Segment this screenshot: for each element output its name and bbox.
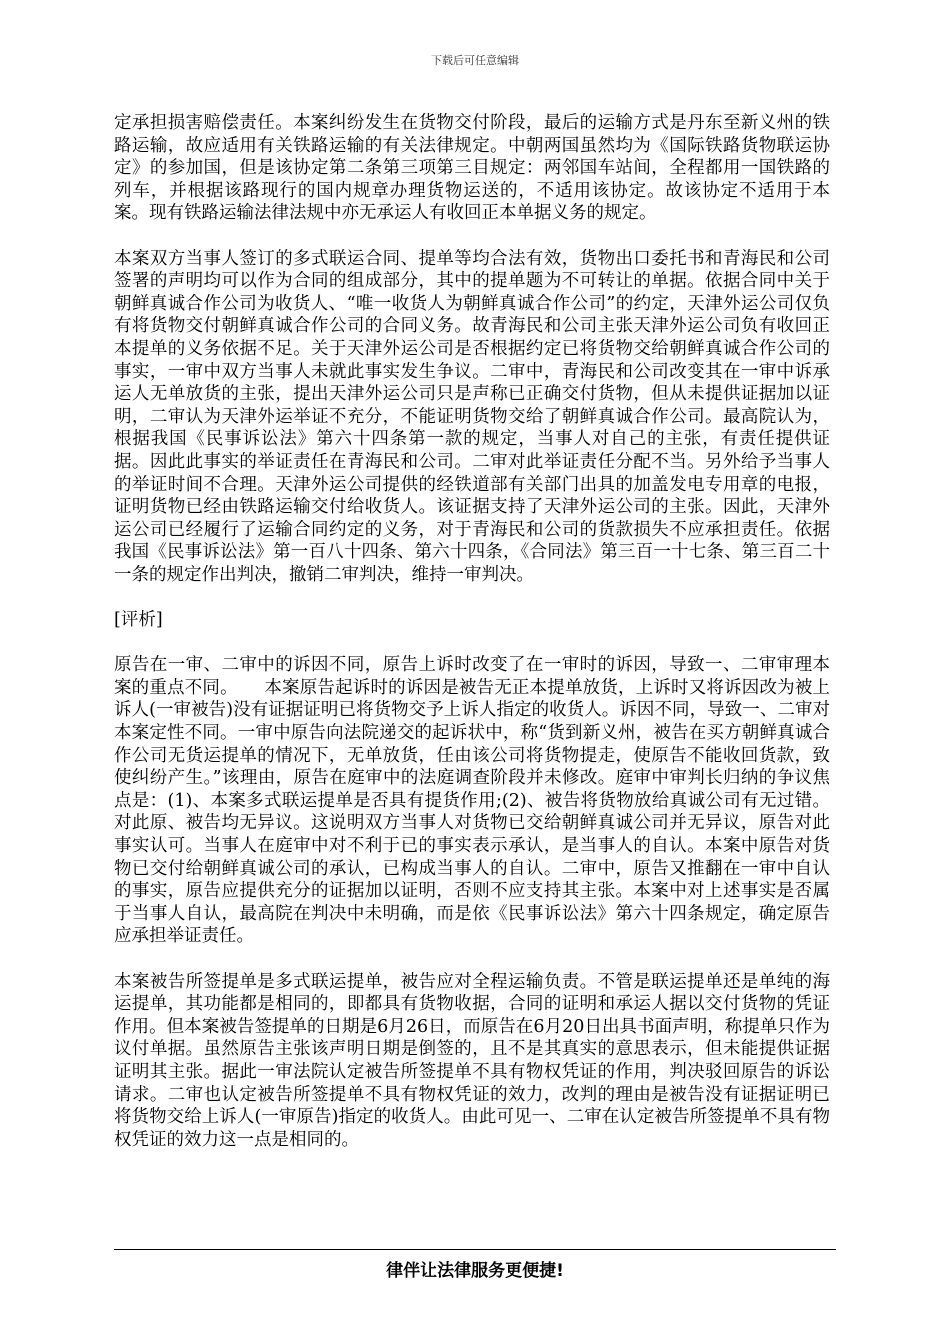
section-heading-commentary: [评析] [114, 610, 163, 631]
paragraph-bill-of-lading: 本案被告所签提单是多式联运提单，被告应对全程运输负责。不管是联运提单还是单纯的海运提单，其功能都是相同的，即都具有货物收据，合同的证明和承运人据以交付货物的凭证作用。但本案被告签提单的日期是6月26日，而原告在6月20日出具书面声明，称提单只作为议付单据。虽然原告主张该声明日期是倒签的，且不是其真实的意思表示，但未能提供证据证明其主张。据此一审法院认定被告所签提单不具有物权凭证的作用，判决驳回原告的诉讼请求。二审也认定被告所签提单不具有物权凭证的效力，改判的理由是被告没有证据证明已将货物交给上诉人(一审原告)指定的收货人。由此可见一、二审在认定被告所签提单不具有物权凭证的效力这一点是相同的。 [114, 971, 830, 1150]
page-header: 下载后可任意编辑 [431, 54, 519, 67]
paragraph-cause-of-action: 原告在一审、二审中的诉因不同，原告上诉时改变了在一审时的诉因，导致一、二审审理本案的重点不同。 本案原告起诉时的诉因是被告无正本提单放货，上诉时又将诉因改为被上诉人(一审被告)没有证据证明已将货物交予上诉人指定的收货人。诉因不同，导致一、二审对本案定性不同。一审中原告向法院递交的起诉状中，称“货到新义州，被告在买方朝鲜真诚合作公司无货运提单的情况下，无单放货，任由该公司将货物提走，使原告不能收回货款，致使纠纷产生。”该理由，原告在庭审中的法庭调查阶段并未修改。庭审中审判长归纳的争议焦点是：(1)、本案多式联运提单是否具有提货作用;(2)、被告将货物放给真诚公司有无过错。对此原、被告均无异议。这说明双方当事人对货物已交给朝鲜真诚公司并无异议，原告对此事实认可。当事人在庭审中对不利于已的事实表示承认，是当事人的自认。本案中原告对货物已交付给朝鲜真诚公司的承认，已构成当事人的自认。二审中，原告又推翻在一审中自认的事实，原告应提供充分的证据加以证明，否则不应支持其主张。本案中对上述事实是否属于当事人自认，最高院在判决中未明确，而是依《民事诉讼法》第六十四条规定，确定原告应承担举证责任。 [114, 655, 830, 947]
page-footer: 律伴让法律服务更便捷! [386, 1261, 564, 1281]
paragraph-liability-conclusion: 定承担损害赔偿责任。本案纠纷发生在货物交付阶段，最后的运输方式是丹东至新义州的铁路运输，故应适用有关铁路运输的有关法律规定。中朝两国虽然均为《国际铁路货物联运协定》的参加国，但是该协定第二条第三项第三目规定：两邻国车站间，全程都用一国铁路的列车，并根据该路现行的国内规章办理货物运送的，不适用该协定。故该协定不适用于本案。现有铁路运输法律法规中亦无承运人有收回正本单据义务的规定。 [114, 113, 830, 224]
footer-divider [114, 1249, 836, 1250]
document-body [114, 112, 830, 1174]
paragraph-supreme-court-reasoning: 本案双方当事人签订的多式联运合同、提单等均合法有效，货物出口委托书和青海民和公司签署的声明均可以作为合同的组成部分，其中的提单题为不可转让的单据。依据合同中关于朝鲜真诚合作公司为收货人、“唯一收货人为朝鲜真诚合作公司”的约定，天津外运公司仅负有将货物交付朝鲜真诚合作公司的合同义务。故青海民和公司主张天津外运公司负有收回正本提单的义务依据不足。关于天津外运公司是否根据约定已将货物交给朝鲜真诚合作公司的事实，一审中双方当事人未就此事实发生争议。二审中，青海民和公司改变其在一审中诉承运人无单放货的主张，提出天津外运公司只是声称已正确交付货物，但从未提供证据加以证明，二审认为天津外运举证不充分，不能证明货物交给了朝鲜真诚合作公司。最高院认为，根据我国《民事诉讼法》第六十四条第一款的规定，当事人对自己的主张，有责任提供证据。因此此事实的举证责任在青海民和公司。二审对此举证责任分配不当。另外给予当事人的举证时间不合理。天津外运公司提供的经铁道部有关部门出具的加盖发电专用章的电报，证明货物已经由铁路运输交付给收货人。该证据支持了天津外运公司的主张。因此，天津外运公司已经履行了运输合同约定的义务，对于青海民和公司的货款损失不应承担责任。依据我国《民事诉讼法》第一百八十四条、第六十四条，《合同法》第三百一十七条、第三百二十一条的规定作出判决，撤销二审判决，维持一审判决。 [114, 248, 830, 585]
